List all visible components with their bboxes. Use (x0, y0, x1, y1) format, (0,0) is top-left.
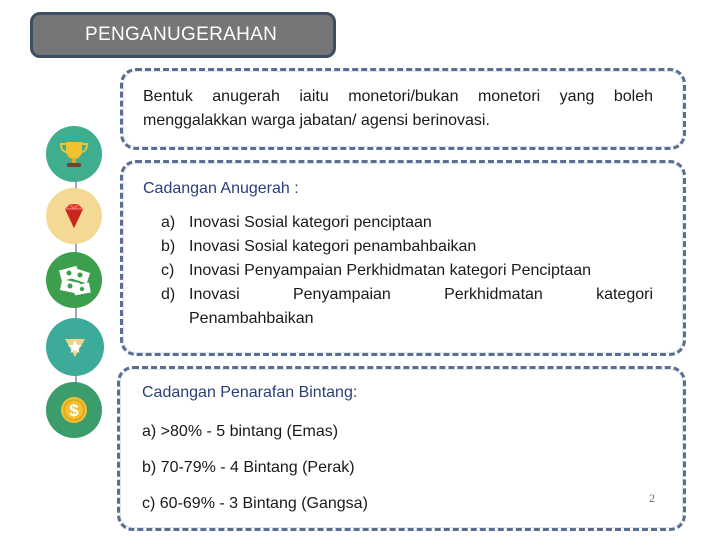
list-text-wrap (189, 283, 653, 331)
list-item (143, 235, 653, 259)
list-text: Inovasi Sosial kategori penambahbaikan (189, 238, 477, 255)
page-number: 2 (649, 491, 655, 505)
list-marker: d) (161, 286, 176, 303)
dollar-coin-icon (46, 382, 102, 438)
ratings-heading: Cadangan Penarafan Bintang: (142, 384, 358, 401)
list-text: Inovasi Sosial kategori penciptaan (189, 214, 432, 231)
rating-item: b) 70-79% - 4 Bintang (Perak) (142, 459, 355, 476)
list-marker: a) (161, 214, 176, 231)
list-item (143, 283, 653, 331)
gem-icon (46, 188, 102, 244)
awards-box (120, 160, 686, 356)
list-text-line2: Penambahbaikan (189, 310, 314, 327)
list-item (143, 259, 653, 283)
list-marker: c) (161, 262, 175, 279)
svg-text:$: $ (69, 401, 79, 420)
star-badge-icon (46, 318, 104, 376)
trophy-icon (46, 126, 102, 182)
awards-list (143, 211, 653, 331)
awards-heading: Cadangan Anugerah : (143, 180, 299, 197)
list-marker: b) (161, 238, 176, 255)
rating-item: c) 60-69% - 3 Bintang (Gangsa) (142, 495, 368, 512)
intro-box (120, 68, 686, 150)
list-text: Inovasi Penyampaian Perkhidmatan kategori Penciptaan (189, 262, 592, 279)
intro-text: Bentuk anugerah iaitu monetori/bukan monetori yang boleh menggalakkan warga jabatan/ agensi berinovasi. (143, 88, 653, 129)
page-title: PENGANUGERAHAN (30, 12, 336, 58)
ratings-box (117, 366, 686, 531)
list-item (143, 211, 653, 235)
money-icon (46, 252, 102, 308)
list-text-line1: Inovasi Penyampaian Perkhidmatan kategori (189, 286, 653, 303)
rating-item: a) >80% - 5 bintang (Emas) (142, 423, 339, 440)
